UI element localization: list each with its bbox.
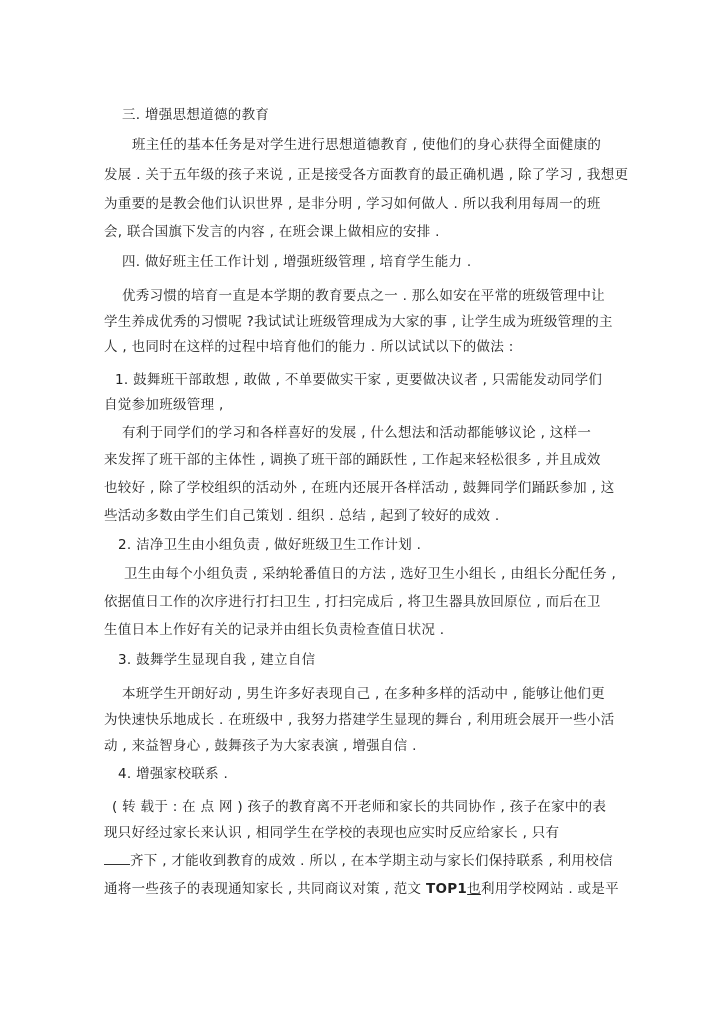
paragraph-6-line-4	[104, 880, 619, 898]
paragraph-1-line-2: 发展 . 关于五年级的孩子来说 , 正是接受各方面教育的最正确机遇 , 除了学习 , 我想更	[104, 167, 629, 183]
paragraph-6-line-3	[104, 852, 613, 870]
section-3-heading: 三. 增强思想道德的教育	[122, 107, 270, 123]
item-1-line-1: 1. 鼓舞班干部敢想 , 敢做 , 不单要做实干家 , 更要做决议者 , 只需能发动同学们	[115, 372, 603, 388]
paragraph-1-line-4: 会, 联合国旗下发言的内容 , 在班会课上做相应的安排 .	[104, 224, 440, 240]
fill-in-blank	[104, 852, 130, 865]
top1-label: TOP1	[425, 881, 468, 897]
paragraph-4-line-2: 依据值日工作的次序进行打扫卫生 , 打扫完成后 , 将卫生器具放回原位 , 而后在卫	[104, 594, 601, 610]
paragraph-5-line-1: 本班学生开朗好动 , 男生许多好表现自己 , 在多种多样的活动中 , 能够让他们更	[122, 686, 605, 702]
underlined-char: 也	[467, 881, 481, 897]
paragraph-6-line-4-end: 利用学校网站 . 或是平	[480, 881, 619, 897]
item-4: 4. 增强家校联系 .	[118, 766, 229, 782]
paragraph-1-line-3: 为重要的是教会他们认识世界 , 是非分明 , 学习如何做人 . 所以我利用每周一的班	[104, 196, 601, 212]
paragraph-3-line-2: 来发挥了班干部的主体性 , 调换了班干部的踊跃性 , 工作起来轻松很多 , 并且成效	[104, 452, 601, 468]
paragraph-6-line-4-start: 通将一些孩子的表现通知家长 , 共同商议对策 , 范文	[104, 881, 426, 897]
section-4-heading: 四. 做好班主任工作计划 , 增强班级管理 , 培育学生能力 .	[122, 254, 472, 270]
item-2: 2. 洁净卫生由小组负责 , 做好班级卫生工作计划 .	[118, 537, 422, 553]
item-3: 3. 鼓舞学生显现自我 , 建立自信	[118, 652, 316, 668]
paragraph-6-line-1: ( 转 载于 : 在 点 网 ) 孩子的教育离不开老师和家长的共同协作 , 孩子在家中的表	[112, 799, 607, 815]
paragraph-3-line-3: 也较好 , 除了学校组织的活动外 , 在班内还展开各样活动 , 鼓舞同学们踊跃参加 , 这	[104, 480, 615, 496]
paragraph-4-line-3: 生值日本上作好有关的记录并由组长负责检查值日状况 .	[104, 622, 445, 638]
paragraph-4-line-1: 卫生由每个小组负责 , 采纳轮番值日的方法 , 选好卫生小组长 , 由组长分配任务 ,	[124, 566, 617, 582]
paragraph-6-line-2: 现只好经过家长来认识 , 相同学生在学校的表现也应实时反应给家长 , 只有	[104, 825, 560, 841]
paragraph-5-line-3: 动 , 来益智身心 , 鼓舞孩子为大家表演 , 增强自信 .	[104, 738, 417, 754]
paragraph-2-line-1: 优秀习惯的培育一直是本学期的教育要点之一 . 那么如安在平常的班级管理中让	[122, 288, 605, 304]
paragraph-3-line-4: 些活动多数由学生们自己策划 . 组织 . 总结 , 起到了较好的成效 .	[104, 508, 500, 524]
paragraph-5-line-2: 为快速快乐地成长 . 在班级中 , 我努力搭建学生显现的舞台 , 利用班会展开一些小活	[104, 712, 615, 728]
paragraph-3-line-1: 有利于同学们的学习和各样喜好的发展 , 什么想法和活动都能够议论 , 这样一	[122, 425, 592, 441]
paragraph-2-line-2: 学生养成优秀的习惯呢 ?我试试让班级管理成为大家的事 , 让学生成为班级管理的主	[104, 314, 613, 330]
item-1-line-2: 自觉参加班级管理 ,	[104, 397, 224, 413]
paragraph-2-line-3: 人 , 也同时在这样的过程中培育他们的能力 . 所以试试以下的做法 :	[104, 339, 514, 355]
paragraph-1-line-1: 班主任的基本任务是对学生进行思想道德教育 , 使他们的身心获得全面健康的	[132, 137, 602, 153]
paragraph-6-line-3-text: 齐下 , 才能收到教育的成效 . 所以 , 在本学期主动与家长们保持联系 , 利用校信	[130, 853, 613, 869]
